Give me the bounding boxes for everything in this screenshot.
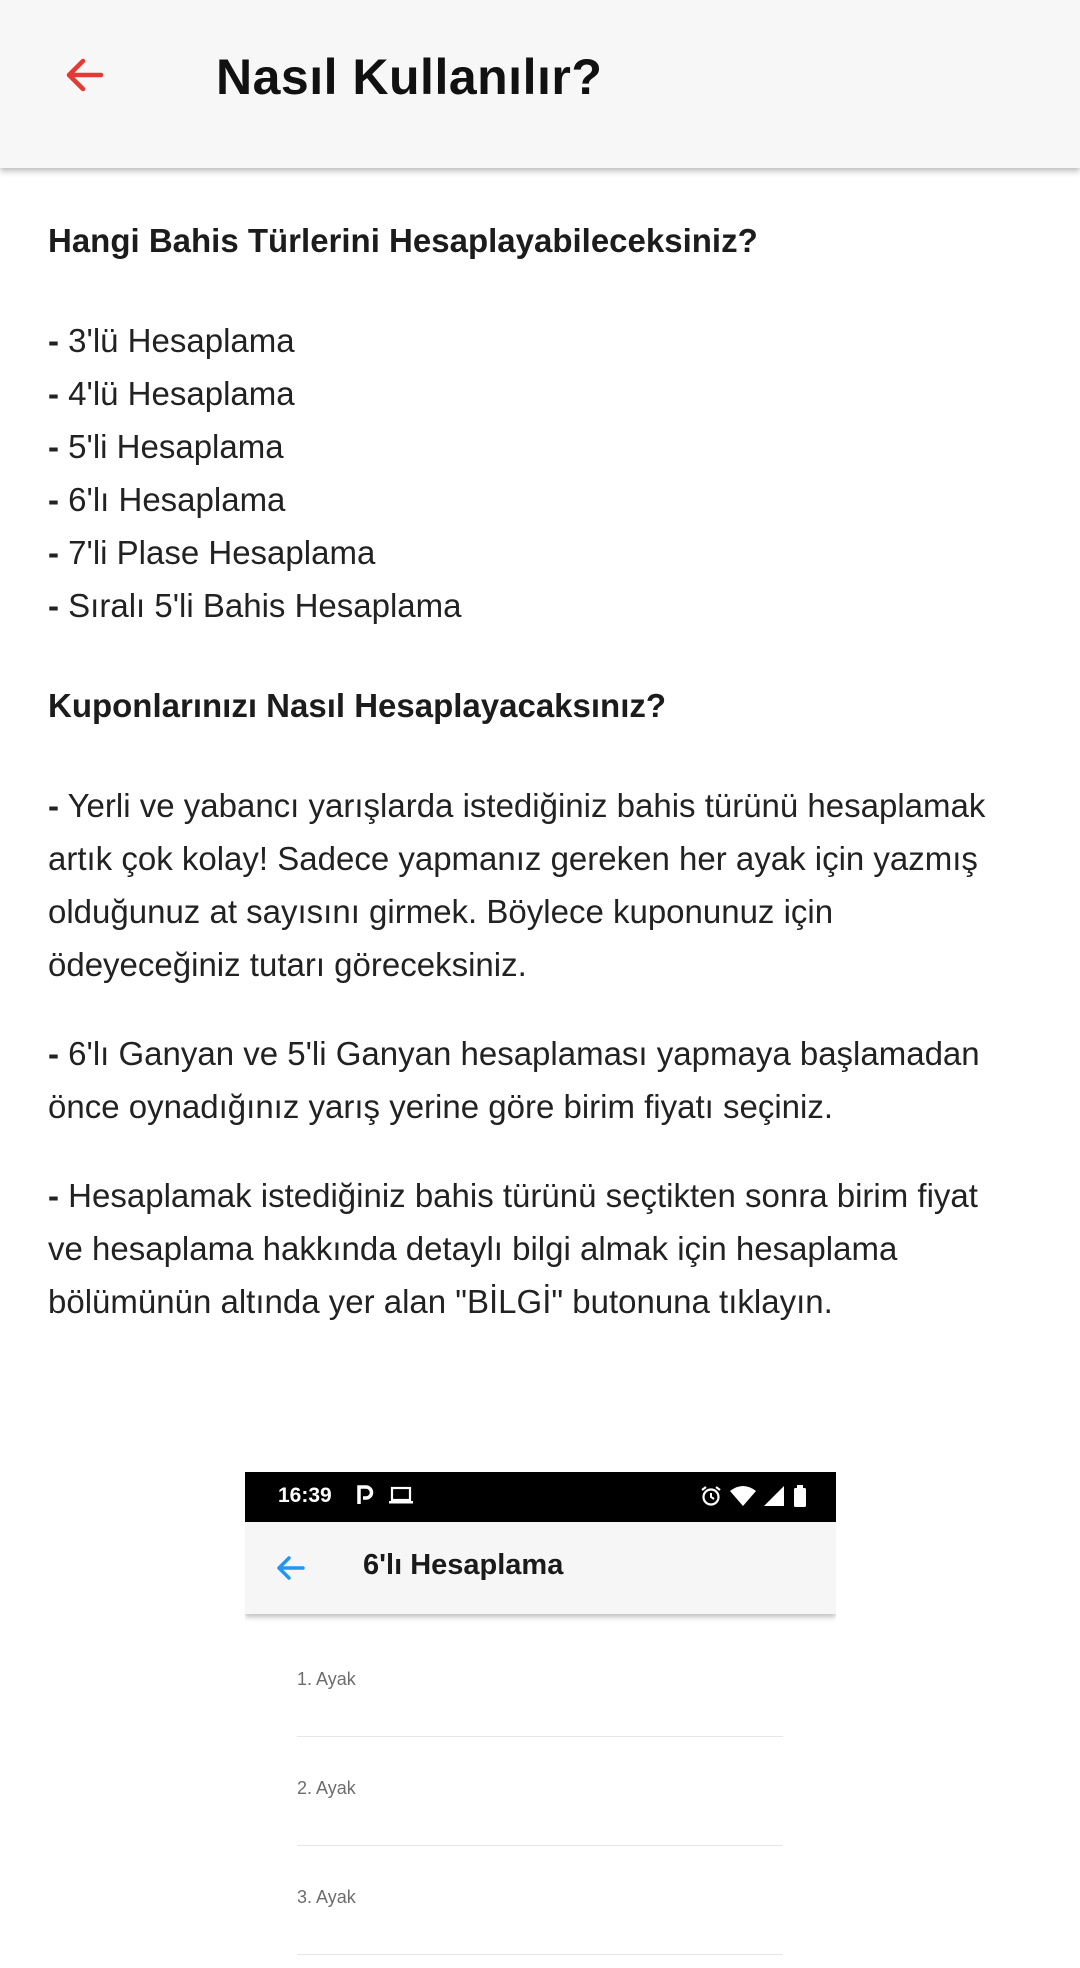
back-button[interactable]: [40, 30, 130, 120]
arrow-left-icon: [273, 1550, 309, 1586]
bet-type-list: [48, 314, 1008, 632]
app-bar: [0, 0, 1080, 168]
leg-field: [297, 1736, 783, 1846]
leg-field: [297, 1845, 783, 1955]
leg-field: [297, 1627, 783, 1737]
alarm-icon: [700, 1485, 722, 1507]
parking-notification-icon: [355, 1484, 375, 1506]
section-heading-how-to: Kuponlarınızı Nasıl Hesaplayacaksınız?: [48, 687, 667, 724]
signal-icon: [764, 1486, 786, 1506]
section-heading-bet-types: Hangi Bahis Türlerini Hesaplayabileceksiniz?: [48, 222, 758, 259]
field-label: 1. Ayak: [297, 1669, 356, 1689]
field-label: 3. Ayak: [297, 1887, 356, 1907]
list-item: - 4'lü Hesaplama: [48, 375, 295, 412]
screenshot-status-bar: [245, 1472, 836, 1522]
wifi-icon: [730, 1486, 756, 1506]
list-item: - 3'lü Hesaplama: [48, 322, 295, 359]
content: [48, 168, 1008, 1328]
battery-icon: [794, 1485, 806, 1507]
instruction-paragraph: - Yerli ve yabancı yarışlarda istediğiniz bahis türünü hesaplamak artık çok kolay! Sadece yapmanız gereken her ayak için yazmış olduğunuz at sayısını girmek. Böylece kuponunuz için ödeyeceğiniz tutarı göreceksiniz.: [48, 787, 986, 983]
arrow-left-icon: [61, 51, 109, 99]
field-label: 2. Ayak: [297, 1778, 356, 1798]
status-time: 16:39: [278, 1484, 332, 1507]
list-item: - 7'li Plase Hesaplama: [48, 534, 376, 571]
example-screenshot: [245, 1472, 836, 1968]
page-title: Nasıl Kullanılır?: [216, 49, 603, 105]
list-item: - 6'lı Hesaplama: [48, 481, 286, 518]
list-item: - 5'li Hesaplama: [48, 428, 284, 465]
laptop-notification-icon: [389, 1485, 413, 1505]
screenshot-app-bar: [245, 1522, 836, 1614]
list-item: - Sıralı 5'li Bahis Hesaplama: [48, 587, 462, 624]
instruction-paragraph: - Hesaplamak istediğiniz bahis türünü seçtikten sonra birim fiyat ve hesaplama hakkında detaylı bilgi almak için hesaplama bölümünün altında yer alan "BİLGİ" butonuna tıklayın.: [48, 1177, 978, 1320]
instruction-paragraph: - 6'lı Ganyan ve 5'li Ganyan hesaplaması yapmaya başlamadan önce oynadığınız yarış yerine göre birim fiyatı seçiniz.: [48, 1035, 980, 1125]
screenshot-title: 6'lı Hesaplama: [363, 1549, 564, 1581]
